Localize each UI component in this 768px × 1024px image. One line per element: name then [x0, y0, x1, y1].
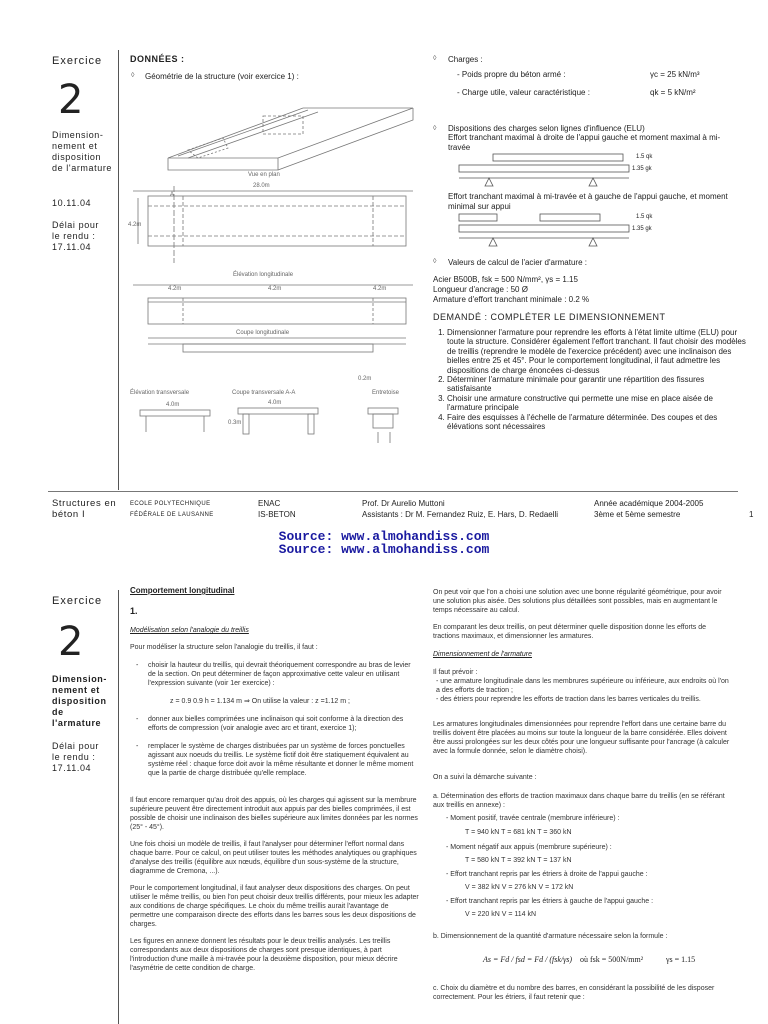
- footer-dept2: IS-BETON: [258, 510, 296, 519]
- sidebar-divider: [118, 590, 119, 1024]
- footer-year: Année académique 2004-2005: [594, 499, 704, 508]
- case1-text: Effort tranchant maximal à droite de l'appui gauche et moment maximal à mi-travée: [448, 133, 721, 152]
- dim-span1: 4.2m: [168, 286, 182, 292]
- source-line: Source: www.almohandiss.com: [278, 529, 490, 544]
- sidebar-title: Dimension- nement et disposition de l'armature: [52, 674, 108, 728]
- exercise-label: Exercice: [52, 55, 103, 67]
- bullet-icon: ◊: [131, 72, 135, 79]
- dim-span2: 4.2m: [268, 286, 282, 292]
- label-coupe-long: Coupe longitudinale: [236, 330, 290, 336]
- subsection-heading: Modélisation selon l'analogie du treillis: [130, 627, 249, 634]
- footer-prof: Prof. Dr Aurelio Muttoni: [362, 499, 445, 508]
- page-number: 1: [749, 510, 754, 519]
- formula-as: As = Fd / fsd = Fd / (fsk/γs): [483, 955, 573, 964]
- acier-heading: Valeurs de calcul de l'acier d'armature :: [448, 258, 587, 267]
- case2-q: 1.5 qk: [636, 214, 653, 220]
- footer-dept1: ENAC: [258, 499, 281, 508]
- case1-g: 1.35 gk: [632, 166, 652, 172]
- footer-rule: [48, 491, 738, 492]
- bullet-text: - des étriers pour reprendre les efforts de traction dans les barres verticales du treillis.: [436, 696, 701, 703]
- bullet-text: choisir la hauteur du treillis, qui devrait théoriquement correspondre au bras de levier de la section. On peut déterminer de façon approximative cette valeur en utilisant l'expression suivante (voir 1er exercice) :: [148, 662, 411, 687]
- label-elevation-long: Élévation longitudinale: [233, 272, 294, 278]
- label-vue-plan: Vue en plan: [248, 172, 280, 178]
- geometry-text: Géométrie de la structure (voir exercice 1) :: [145, 72, 299, 81]
- live-load-value: qk = 5 kN/m²: [650, 88, 696, 97]
- label-a: A: [170, 192, 175, 198]
- sidebar-divider: [118, 50, 119, 490]
- charges-heading: Charges :: [448, 55, 483, 64]
- demande-item: 1. Dimensionner l'armature pour reprendre les efforts à l'état limite ultime (ELU) pour toute la structure. Considérer également l'effort tranchant. Il faut choisir des modèles de treillis (reprendre le modèle de l'exercice précédent) avec une inclinaison des bielles entre 25 et 45°. Pour le comportement longitudinal, il faut admettre les dispositions de charge énoncées ci-dessus: [447, 328, 747, 375]
- paragraph: On a suivi la démarche suivante :: [433, 774, 537, 781]
- section-heading: Comportement longitudinal: [130, 586, 235, 595]
- case2-text: Effort tranchant maximal à mi-travée et à gauche de l'appui gauche, et moment minimal sur appui: [448, 192, 728, 211]
- bullet-text: - une armature longitudinale dans les membrures supérieure ou inférieure, aux endroits où l'on a des efforts de traction ;: [436, 678, 729, 694]
- dim-span3: 4.2m: [373, 286, 387, 292]
- formula-gamma: γs = 1.15: [666, 955, 696, 964]
- acier-line2: Longueur d'ancrage : 50 Ø: [433, 285, 528, 294]
- demande-item: 3. Choisir une armature constructive qui permette une mise en place aisée de l'armature principale: [447, 394, 747, 413]
- subsection-heading: Dimensionnement de l'armature: [433, 651, 532, 658]
- exercise-label: Exercice: [52, 595, 103, 607]
- section-number: 1.: [130, 606, 138, 616]
- force-values: V = 220 kN V = 114 kN: [465, 911, 537, 918]
- paragraph: Les armatures longitudinales dimensionnées pour reprendre l'effort dans une certaine barre du treillis doivent être placées au moins sur toute la longueur de la barre considérée. Elles doivent être aussi prolongées sur les deux côtés pour une longueur suffisante pour l'ancrage (à calculer avec la formule donnée, selon le diamètre choisi).: [433, 721, 730, 755]
- sidebar-date: 10.11.04: [52, 198, 92, 208]
- dim-a-2: 4.0m: [268, 400, 282, 406]
- structure-drawing: [128, 88, 420, 448]
- footer-semester: 3ème et 5ème semestre: [594, 510, 681, 519]
- paragraph: Il faut encore remarquer qu'au droit des appuis, où les charges qui agissent sur la membrure supérieure peuvent être directement introduit aux appuis par des bielles comprimées, il est possible de choisir une inclinaison des bielles supérieure aux limites données par les normes (25° - 45°).: [130, 797, 418, 831]
- footer-course: Structures en béton I: [52, 498, 117, 520]
- bullet-icon: ◊: [433, 125, 437, 132]
- force-label: - Moment positif, travée centrale (membrure inférieure) :: [446, 815, 620, 822]
- force-values: T = 580 kN T = 392 kN T = 137 kN: [465, 857, 572, 864]
- dim-width: 4.2m: [128, 222, 142, 228]
- dim-c: 0.2m: [358, 376, 372, 382]
- exercise-number: 2: [58, 77, 84, 123]
- force-label: - Effort tranchant repris par les étriers à gauche de l'appui gauche :: [446, 898, 654, 905]
- bullet-icon: ◊: [433, 258, 437, 265]
- live-load-label: - Charge utile, valeur caractéristique :: [457, 88, 590, 97]
- acier-line1: Acier B500B, fsk = 500 N/mm², γs = 1.15: [433, 275, 578, 284]
- sidebar-title: Dimension- nement et disposition de l'armature: [52, 130, 113, 173]
- force-label: - Moment négatif aux appuis (membrure supérieure) :: [446, 844, 612, 851]
- dispositions-heading: Dispositions des charges selon lignes d'influence (ELU): [448, 124, 645, 133]
- force-label: - Effort tranchant repris par les étriers à droite de l'appui gauche :: [446, 871, 648, 878]
- paragraph: a. Détermination des efforts de traction maximaux dans chaque barre du treillis (en se référant aux treillis en annexe) :: [433, 793, 725, 809]
- paragraph: En comparant les deux treillis, on peut déterminer quelle disposition donne les efforts de tractions maximaux, et dimensionner les armatures.: [433, 624, 707, 640]
- prevoir-text: Il faut prévoir :: [433, 669, 478, 676]
- acier-line3: Armature d'effort tranchant minimale : 0.2 %: [433, 295, 590, 304]
- own-weight-label: - Poids propre du béton armé :: [457, 70, 566, 79]
- sidebar-deadline: Délai pour le rendu : 17.11.04: [52, 741, 100, 773]
- label-elevation-trans: Élévation transversale: [130, 390, 190, 396]
- demande-item: 4. Faire des esquisses à l'échelle de l'armature déterminée. Des coupes et des élévations sont nécessaires: [447, 413, 747, 432]
- own-weight-value: γc = 25 kN/m³: [650, 70, 700, 79]
- demande-heading: DEMANDÉ : COMPLÉTER LE DIMENSIONNEMENT: [433, 312, 666, 322]
- intro-text: Pour modéliser la structure selon l'analogie du treillis, il faut :: [130, 644, 318, 651]
- demande-item: 2. Déterminer l'armature minimale pour garantir une répartition des fissures satisfaisante: [447, 375, 747, 394]
- label-coupe-trans: Coupe transversale A-A: [232, 390, 296, 396]
- demande-list: [433, 328, 747, 431]
- force-values: V = 382 kN V = 276 kN V = 172 kN: [465, 884, 574, 891]
- footer-assistants: Assistants : Dr M. Fernandez Ruiz, E. Hars, D. Redaelli: [362, 510, 559, 519]
- case1-q: 1.5 qk: [636, 154, 653, 160]
- donnees-heading: DONNÉES :: [130, 54, 185, 64]
- dash: -: [136, 716, 139, 723]
- paragraph: b. Dimensionnement de la quantité d'armature nécessaire selon la formule :: [433, 933, 668, 940]
- dim-b: 0.3m: [228, 420, 242, 426]
- footer-school1: ECOLE POLYTECHNIQUE: [130, 501, 211, 507]
- source-line: Source: www.almohandiss.com: [278, 542, 490, 557]
- paragraph: On peut voir que l'on a choisi une solution avec une bonne régularité géométrique, pour avoir une solution plus aisée. Des solutions plus détaillées sont possibles, mais en augmentant le temps nécessaire au calcul.: [433, 589, 722, 614]
- label-entretoise: Entretoise: [372, 390, 400, 396]
- dash: -: [136, 662, 139, 669]
- bullet-text: remplacer le système de charges distribuées par un système de forces ponctuelles agissant aux noeuds du treillis. Le système fictif doit être statiquement équivalent au système réel : chaque force doit avoir la même résultante et donner le même moment que la partie de charge distribuée qu'elle remplace.: [148, 743, 414, 777]
- sidebar-deadline: Délai pour le rendu : 17.11.04: [52, 220, 100, 252]
- dim-total: 28.0m: [253, 183, 270, 189]
- paragraph: c. Choix du diamètre et du nombre des barres, en considérant la possibilité de les disposer correctement. Pour les étriers, il faut retenir que :: [433, 985, 715, 1001]
- dim-a: 4.0m: [166, 402, 180, 408]
- formula-z: z = 0.9 0.9 h = 1.134 m ⇒ On utilise la valeur : z =1.12 m ;: [170, 698, 350, 705]
- paragraph: Les figures en annexe donnent les résultats pour le deux treillis analysés. Les treillis correspondants aux deux dispositions de charges sont presque identiques, à part l'introduction d'une maille à mi-travée pour la deuxième disposition, pour mieux décrire l'asymétrie de cette condition de charge.: [130, 938, 398, 972]
- footer-school2: FÉDÉRALE DE LAUSANNE: [130, 512, 214, 518]
- exercise-number: 2: [58, 619, 84, 665]
- paragraph: Pour le comportement longitudinal, il faut analyser deux dispositions des charges. On peut utiliser le même treillis, ou bien l'on peut choisir deux treillis différents, pour mieux les adapter aux conditions de charge spécifiques. Le choix du même treillis aurait l'avantage de permettre une comparaison directe des efforts dans les barres sous les deux dispositions de charges.: [130, 885, 419, 928]
- force-values: T = 940 kN T = 681 kN T = 360 kN: [465, 829, 572, 836]
- paragraph: Une fois choisi un modèle de treillis, il faut l'analyser pour déterminer l'effort normal dans chaque barre. Pour ce calcul, on peut utiliser toutes les méthodes analytiques ou graphiques d'analyse des treillis (équilibre aux nœuds, équilibre d'un sous-système de la structure, diagramme de Cremona, ...).: [130, 841, 417, 875]
- case2-g: 1.35 gk: [632, 226, 652, 232]
- formula-fsk: où fsk = 500N/mm²: [580, 955, 644, 964]
- bullet-text: donner aux bielles comprimées une inclinaison qui soit conforme à la direction des efforts de compression (voir analogie avec arc et tirant, exercice 1);: [148, 716, 404, 732]
- bullet-icon: ◊: [433, 55, 437, 62]
- dash: -: [136, 743, 139, 750]
